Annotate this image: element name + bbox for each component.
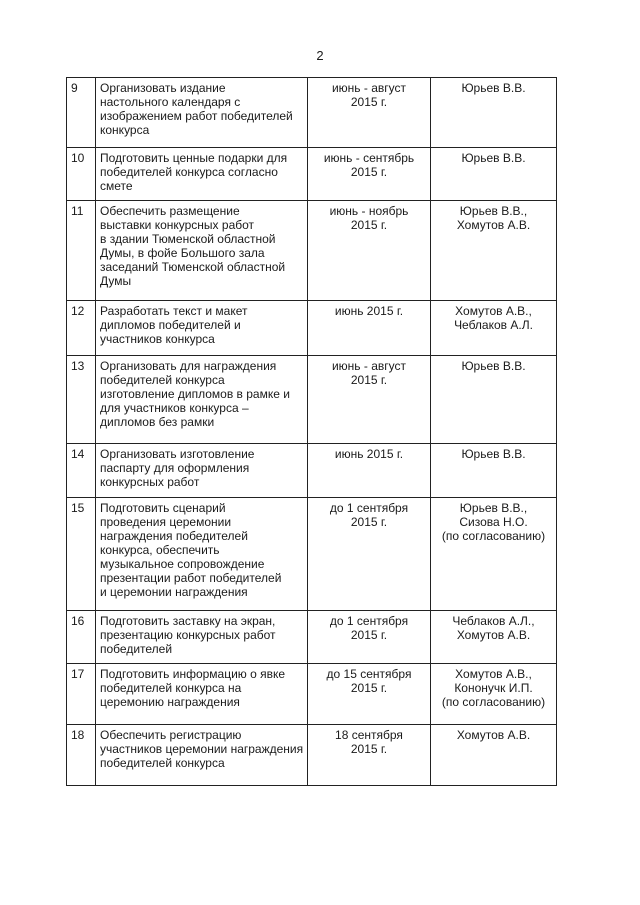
row-number: 9 xyxy=(67,78,96,148)
table-row xyxy=(67,611,557,664)
row-number: 11 xyxy=(67,201,96,301)
table-row xyxy=(67,148,557,201)
task-cell-line: участников церемонии награждения xyxy=(100,742,304,756)
date-cell-line: июнь 2015 г. xyxy=(334,304,404,318)
task-cell xyxy=(96,148,308,201)
task-cell-line: Организовать для награждения xyxy=(100,359,277,373)
row-number: 15 xyxy=(67,498,96,611)
task-cell-line: заседаний Тюменской областной xyxy=(100,260,286,274)
row-number: 17 xyxy=(67,664,96,725)
task-cell-line: и церемонии награждения xyxy=(100,585,248,599)
responsible-cell-line: Юрьев В.В. xyxy=(461,81,526,95)
responsible-cell-line: Хомутов А.В. xyxy=(456,218,531,232)
task-cell xyxy=(96,78,308,148)
task-cell-line: победителей конкурса согласно xyxy=(100,165,278,179)
date-cell-line: 2015 г. xyxy=(350,742,388,756)
table-row xyxy=(67,356,557,444)
responsible-cell xyxy=(431,611,557,664)
date-cell-line: июнь - август xyxy=(331,359,407,373)
task-cell-line: презентацию конкурсных работ xyxy=(100,628,276,642)
task-cell-line: Подготовить заставку на экран, xyxy=(100,614,276,628)
date-cell xyxy=(308,664,431,725)
responsible-cell-line: Хомутов А.В., xyxy=(455,304,532,318)
task-cell-line: Подготовить информацию о явке xyxy=(100,667,286,681)
date-cell-line: 2015 г. xyxy=(350,681,388,695)
responsible-cell-line: Чеблаков А.Л. xyxy=(454,318,533,332)
responsible-cell xyxy=(431,301,557,356)
responsible-cell xyxy=(431,356,557,444)
task-cell-line: для участников конкурса – xyxy=(100,401,249,415)
responsible-cell-line: Сизова Н.О. xyxy=(459,515,528,529)
responsible-cell-line: Кононучк И.П. xyxy=(454,681,533,695)
table-row xyxy=(67,301,557,356)
task-cell-line: победителей xyxy=(100,642,173,656)
task-cell xyxy=(96,725,308,786)
task-cell-line: изображением работ победителей xyxy=(100,109,293,123)
task-cell xyxy=(96,301,308,356)
responsible-cell-line: (по согласованию) xyxy=(441,695,546,709)
task-cell-line: участников конкурса xyxy=(100,332,215,346)
task-cell-line: Обеспечить регистрацию xyxy=(100,728,242,742)
responsible-cell xyxy=(431,444,557,498)
responsible-cell-line: Юрьев В.В. xyxy=(461,447,526,461)
row-number: 14 xyxy=(67,444,96,498)
task-cell-line: награждения победителей xyxy=(100,529,248,543)
date-cell-line: июнь - сентябрь xyxy=(323,151,415,165)
date-cell-line: до 15 сентября xyxy=(326,667,412,681)
task-cell xyxy=(96,498,308,611)
task-cell-line: Думы, в фойе Большого зала xyxy=(100,246,265,260)
task-cell-line: Разработать текст и макет xyxy=(100,304,248,318)
responsible-cell xyxy=(431,664,557,725)
task-cell-line: дипломов победителей и xyxy=(100,318,241,332)
date-cell xyxy=(308,301,431,356)
date-cell-line: 2015 г. xyxy=(350,165,388,179)
task-cell-line: победителей конкурса на xyxy=(100,681,242,695)
task-cell xyxy=(96,444,308,498)
date-cell-line: 2015 г. xyxy=(350,95,388,109)
table-row xyxy=(67,78,557,148)
date-cell xyxy=(308,201,431,301)
date-cell-line: 2015 г. xyxy=(350,373,388,387)
date-cell-line: июнь - август xyxy=(331,81,407,95)
responsible-cell-line: Хомутов А.В., xyxy=(455,667,532,681)
date-cell xyxy=(308,498,431,611)
date-cell-line: до 1 сентября xyxy=(329,501,409,515)
task-cell-line: церемонию награждения xyxy=(100,695,240,709)
responsible-cell-line: Юрьев В.В., xyxy=(459,204,528,218)
responsible-cell-line: Хомутов А.В. xyxy=(456,728,531,742)
task-cell-line: конкурса, обеспечить xyxy=(100,543,220,557)
plan-table-body xyxy=(67,78,557,786)
task-cell-line: смете xyxy=(100,179,133,193)
task-cell xyxy=(96,664,308,725)
page-number: 2 xyxy=(316,48,324,63)
date-cell xyxy=(308,444,431,498)
table-row xyxy=(67,201,557,301)
responsible-cell-line: (по согласованию) xyxy=(441,529,546,543)
responsible-cell xyxy=(431,78,557,148)
task-cell-line: Организовать издание xyxy=(100,81,226,95)
task-cell-line: в здании Тюменской областной xyxy=(100,232,276,246)
task-cell-line: Подготовить сценарий xyxy=(100,501,226,515)
date-cell-line: 18 сентября xyxy=(335,728,403,742)
task-cell-line: Подготовить ценные подарки для xyxy=(100,151,288,165)
row-number: 18 xyxy=(67,725,96,786)
task-cell-line: победителей конкурса xyxy=(100,373,225,387)
task-cell-line: Организовать изготовление xyxy=(100,447,255,461)
date-cell xyxy=(308,611,431,664)
task-cell xyxy=(96,356,308,444)
date-cell-line: до 1 сентября xyxy=(329,614,409,628)
task-cell-line: Обеспечить размещение xyxy=(100,204,240,218)
table-row xyxy=(67,444,557,498)
date-cell-line: июнь 2015 г. xyxy=(334,447,404,461)
responsible-cell-line: Хомутов А.В. xyxy=(456,628,531,642)
row-number: 12 xyxy=(67,301,96,356)
task-cell-line: музыкальное сопровождение xyxy=(100,557,265,571)
date-cell xyxy=(308,356,431,444)
responsible-cell-line: Юрьев В.В. xyxy=(461,359,526,373)
date-cell-line: 2015 г. xyxy=(350,218,388,232)
table-row xyxy=(67,498,557,611)
responsible-cell xyxy=(431,148,557,201)
row-number: 16 xyxy=(67,611,96,664)
responsible-cell xyxy=(431,725,557,786)
task-cell-line: проведения церемонии xyxy=(100,515,232,529)
task-cell-line: победителей конкурса xyxy=(100,756,225,770)
task-cell-line: Думы xyxy=(100,274,132,288)
responsible-cell xyxy=(431,201,557,301)
table-row xyxy=(67,664,557,725)
task-cell-line: конкурсных работ xyxy=(100,475,200,489)
date-cell-line: 2015 г. xyxy=(350,628,388,642)
date-cell-line: 2015 г. xyxy=(350,515,388,529)
task-cell-line: паспарту для оформления xyxy=(100,461,250,475)
row-number: 13 xyxy=(67,356,96,444)
plan-table xyxy=(66,77,557,786)
task-cell xyxy=(96,611,308,664)
date-cell xyxy=(308,78,431,148)
task-cell xyxy=(96,201,308,301)
task-cell-line: настольного календаря с xyxy=(100,95,241,109)
responsible-cell-line: Чеблаков А.Л., xyxy=(452,614,535,628)
date-cell-line: июнь - ноябрь xyxy=(329,204,409,218)
task-cell-line: выставки конкурсных работ xyxy=(100,218,255,232)
task-cell-line: конкурса xyxy=(100,123,150,137)
responsible-cell-line: Юрьев В.В. xyxy=(461,151,526,165)
task-cell-line: изготовление дипломов в рамке и xyxy=(100,387,290,401)
task-cell-line: презентации работ победителей xyxy=(100,571,282,585)
row-number: 10 xyxy=(67,148,96,201)
date-cell xyxy=(308,725,431,786)
table-row xyxy=(67,725,557,786)
responsible-cell xyxy=(431,498,557,611)
task-cell-line: дипломов без рамки xyxy=(100,415,215,429)
date-cell xyxy=(308,148,431,201)
responsible-cell-line: Юрьев В.В., xyxy=(459,501,528,515)
